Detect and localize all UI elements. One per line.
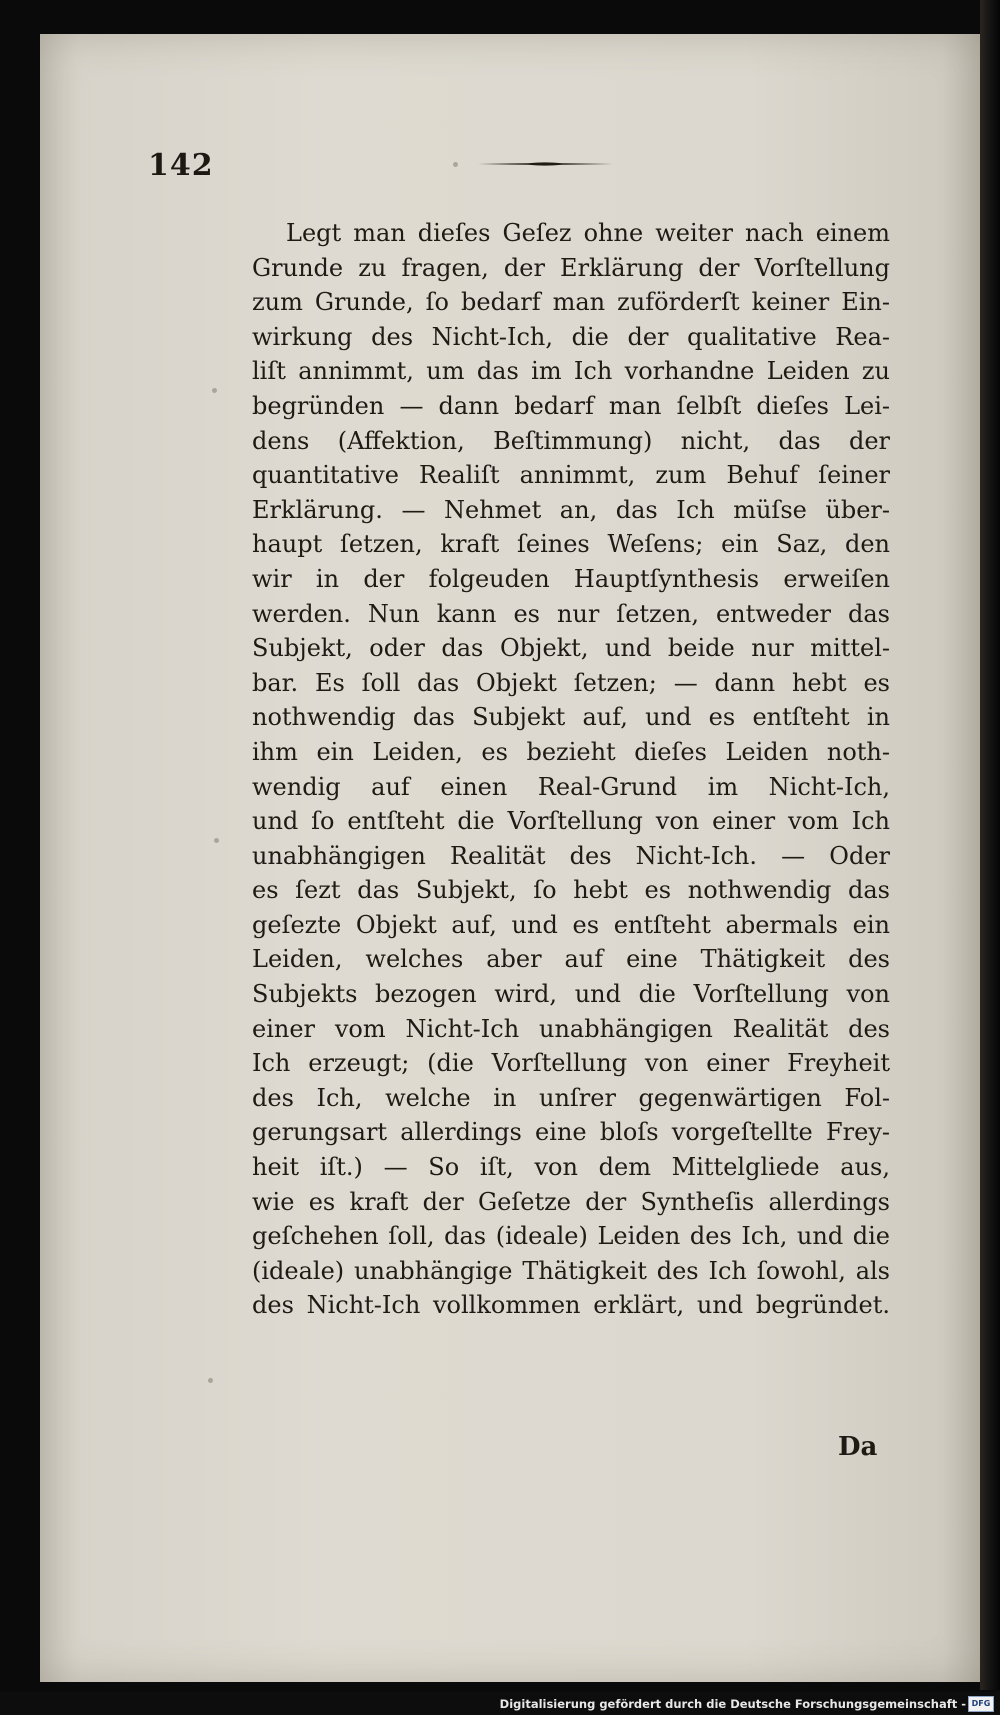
text-line: Legt man dieſes Geſez ohne weiter nach einem: [286, 219, 890, 247]
text-line: nothwendig das Subjekt auf, und es entſteht in: [252, 703, 890, 732]
paper-speck: [214, 838, 219, 843]
text-line: Ich erzeugt; (die Vorſtellung von einer Freyheit: [252, 1049, 890, 1078]
text-line: Subjekt, oder das Objekt, und beide nur mittel-: [252, 634, 890, 663]
text-line: Grunde zu fragen, der Erklärung der Vorſtellung: [252, 253, 890, 282]
text-line: geſezte Objekt auf, und es entſteht abermals ein: [252, 910, 890, 939]
text-line: wirkung des Nicht-Ich, die der qualitative Rea-: [252, 322, 890, 351]
page-number: 142: [148, 148, 214, 183]
text-line: ihm ein Leiden, es bezieht dieſes Leiden noth-: [252, 737, 890, 766]
text-line: quantitative Realiſt annimmt, zum Behuf ſeiner: [252, 461, 890, 490]
paper-speck: [453, 162, 458, 167]
text-line: des Nicht-Ich vollkommen erklärt, und begründet.: [252, 1291, 890, 1320]
body-text: [252, 216, 890, 1323]
text-line: Erklärung. — Nehmet an, das Ich müſse über-: [252, 495, 890, 524]
text-line: dens (Affektion, Beſtimmung) nicht, das der: [252, 426, 890, 455]
text-line: (ideale) unabhängige Thätigkeit des Ich ſowohl, als: [252, 1256, 890, 1285]
catchword: Da: [838, 1432, 878, 1462]
dfg-logo: DFG: [968, 1696, 994, 1712]
text-line: Subjekts bezogen wird, und die Vorſtellung von: [252, 980, 890, 1009]
text-line: heit iſt.) — So iſt, von dem Mittelgliede aus,: [252, 1153, 890, 1182]
text-line: begründen — dann bedarf man ſelbſt dieſes Lei-: [252, 391, 890, 420]
text-line: des Ich, welche in unſrer gegenwärtigen Fol-: [252, 1083, 890, 1112]
text-line: haupt ſetzen, kraft ſeines Weſens; ein Saz, den: [252, 530, 890, 559]
text-line: wir in der folgeuden Hauptſynthesis erweiſen: [252, 564, 890, 593]
text-line: unabhängigen Realität des Nicht-Ich. — Oder: [252, 841, 890, 870]
digitization-credit: Digitalisierung gefördert durch die Deutsche Forschungsgemeinschaft -: [499, 1697, 966, 1711]
text-line: es ſezt das Subjekt, ſo hebt es nothwendig das: [252, 876, 890, 905]
book-edge: [980, 0, 1000, 1690]
text-line: geſchehen ſoll, das (ideale) Leiden des Ich, und die: [252, 1222, 890, 1251]
ornament-rule: [478, 162, 613, 166]
text-line: bar. Es ſoll das Objekt ſetzen; — dann hebt es: [252, 668, 890, 697]
text-line: zum Grunde, ſo bedarf man zuförderſt keiner Ein-: [252, 288, 890, 317]
text-line: einer vom Nicht-Ich unabhängigen Realität des: [252, 1014, 890, 1043]
text-line: und ſo entſteht die Vorſtellung von einer vom Ich: [252, 807, 890, 836]
text-line: wie es kraft der Geſetze der Syntheſis allerdings: [252, 1187, 890, 1216]
page-header: [148, 148, 618, 188]
paper-speck: [208, 1378, 213, 1383]
text-line: liſt annimmt, um das im Ich vorhandne Leiden zu: [252, 357, 890, 386]
text-line: wendig auf einen Real-Grund im Nicht-Ich,: [252, 772, 890, 801]
paper-speck: [212, 388, 217, 393]
text-line: Leiden, welches aber auf eine Thätigkeit des: [252, 945, 890, 974]
text-line: gerungsart allerdings eine bloſs vorgeſtellte Frey-: [252, 1118, 890, 1147]
text-line: werden. Nun kann es nur ſetzen, entweder das: [252, 599, 890, 628]
